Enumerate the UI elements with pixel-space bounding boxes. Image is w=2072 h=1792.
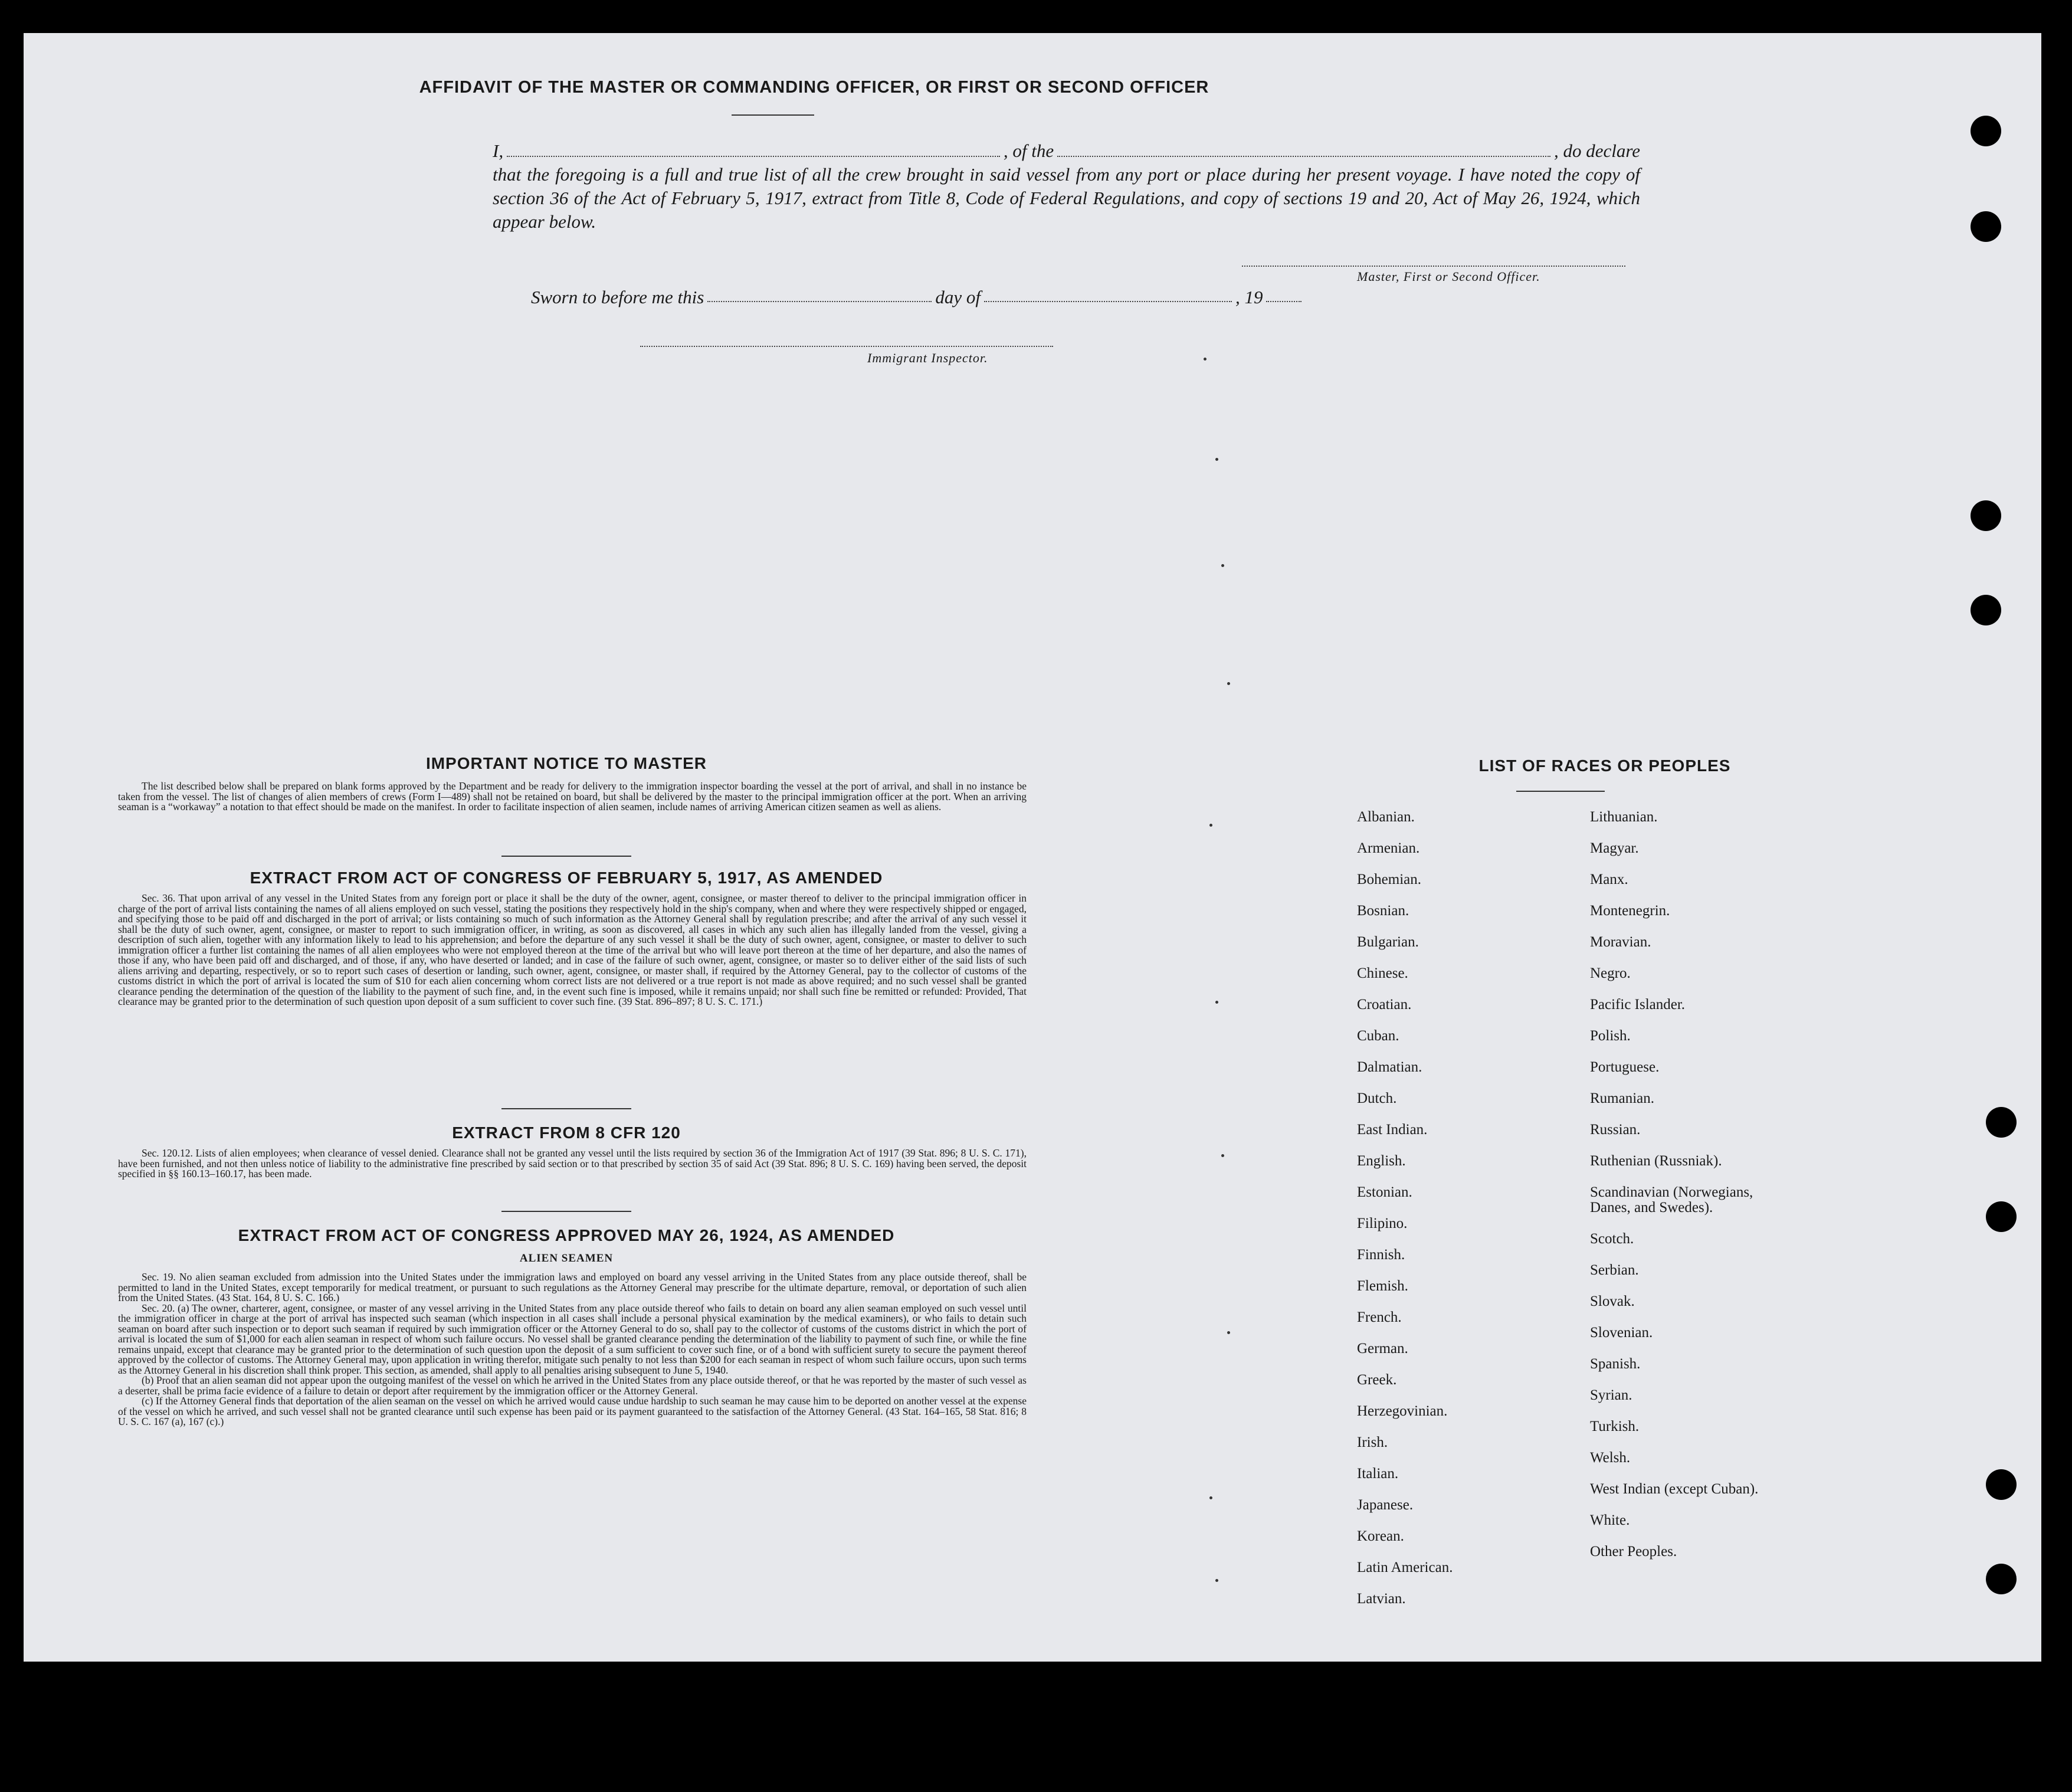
- race-item: Spanish.: [1590, 1356, 1641, 1372]
- affidavit-title: AFFIDAVIT OF THE MASTER OR COMMANDING OFFICER, OR FIRST OR SECOND OFFICER: [419, 78, 1209, 97]
- fold-speck: [1215, 458, 1218, 461]
- name-field[interactable]: [507, 139, 1000, 157]
- of-the-label: , of the: [1003, 140, 1054, 161]
- master-signature-line[interactable]: [1242, 266, 1625, 267]
- fold-speck: [1221, 1154, 1224, 1157]
- race-item: Scandinavian (Norwegians, Danes, and Swedes).: [1590, 1184, 1753, 1216]
- race-item: Montenegrin.: [1590, 903, 1670, 919]
- year-label: , 19: [1235, 287, 1263, 307]
- race-item: Chinese.: [1357, 965, 1408, 981]
- race-item: Other Peoples.: [1590, 1544, 1677, 1560]
- month-field[interactable]: [984, 287, 1232, 302]
- sec19-paragraph: Sec. 19. No alien seaman excluded from admission into the United States under the immigration laws and employed on board any vessel arriving in the United States from any place outside thereof, shall be permitted to land in the United States, except temporarily for medical treatment, or pursuant to such regulations as the Attorney General may prescribe for the ultimate departure, removal, or deportation of such alien from the United States. (43 Stat. 164, 8 U. S. C. 166.): [118, 1271, 1027, 1303]
- race-item: Rumanian.: [1590, 1090, 1655, 1106]
- sec36-paragraph: Sec. 36. That upon arrival of any vessel in the United States from any foreign port or place it shall be the duty of the owner, agent, consignee, or master thereof to deliver to the principal immigration officer in charge of the port of arrival lists containing the names of all aliens employed on such vessel, stating the positions they respectively hold in the ship's company, when and where they were respectively shipped or engaged, and specifying those to be paid off and discharged in the port of arrival; or lists containing so much of such information as the Attorney General shall by regulation prescribe; and after the arrival of any such vessel it shall be the duty of such owner, agent, consignee, or master to report to such immigration officer, in writing, as soon as discovered, all cases in which any such alien has illegally landed from the vessel, giving a description of such alien, together with any information likely to lead to his apprehension; and before the departure of any such vessel it shall be the duty of such owner, agent, consignee, or master to deliver to such immigration officer a further list containing the names of all alien employees who were not employed thereon at the time of the arrival but who will leave port thereon at the time of her departure, and also the names of those if any, who have been paid off and discharged, and of those, if any, who have deserted or landed; and in case of the failure of such owner, agent, consignee, or master so to deliver either of the said lists of such aliens arriving and departing, respectively, or so to report such cases of desertion or landing, such owner, agent, consignee, or master shall, if required by the Attorney General, pay to the collector of customs of the customs district in which the port of arrival is located the sum of $10 for each alien concerning whom correct lists are not delivered or a true report is not made as above required; and no such vessel shall be granted clearance pending the determination of the question of the liability to the payment of such fine, and, in the event such fine is imposed, while it remains unpaid; nor shall such fine be remitted or refunded: Provided, That clearance may be granted prior to the determination of such question upon deposit of a sum sufficient to cover such fine. (39 Stat. 896–897; 8 U. S. C. 171.): [118, 892, 1027, 1007]
- notice-text: [118, 781, 1027, 813]
- race-item: East Indian.: [1357, 1122, 1428, 1138]
- declare-label: , do declare: [1553, 140, 1641, 161]
- race-item: Irish.: [1357, 1434, 1388, 1450]
- sec20c-paragraph: (c) If the Attorney General finds that deportation of the alien seaman on the vessel on which he arrived would cause undue hardship to such seaman he may cause him to be deported on another vessel at the expense of the vessel on which he arrived, and such vessel shall not be granted clearance until such expense has been paid or its payment guaranteed to the satisfaction of the Attorney General. (43 Stat. 164–165, 58 Stat. 816; 8 U. S. C. 167 (a), 167 (c).): [118, 1395, 1027, 1427]
- sworn-label: Sworn to before me this: [531, 287, 704, 307]
- races-rule: [1516, 791, 1605, 792]
- extract-1924-title: EXTRACT FROM ACT OF CONGRESS APPROVED MAY 26, 1924, AS AMENDED: [238, 1226, 895, 1244]
- race-item: Herzegovinian.: [1357, 1403, 1448, 1419]
- race-item: Finnish.: [1357, 1247, 1405, 1263]
- race-item: Syrian.: [1590, 1387, 1632, 1403]
- inspector-signature-line[interactable]: [640, 346, 1053, 347]
- race-item: Russian.: [1590, 1122, 1641, 1138]
- alien-seamen-subtitle: ALIEN SEAMEN: [519, 1252, 614, 1264]
- race-item: Japanese.: [1357, 1497, 1414, 1513]
- race-item: Bosnian.: [1357, 903, 1409, 919]
- fold-speck: [1227, 682, 1230, 685]
- race-item: German.: [1357, 1341, 1408, 1357]
- fold-speck: [1215, 1001, 1218, 1004]
- punch-hole: [1971, 211, 2001, 242]
- race-item: Lithuanian.: [1590, 809, 1658, 825]
- punch-hole: [1971, 595, 2001, 625]
- sworn-line: [531, 287, 1386, 308]
- races-title: LIST OF RACES OR PEOPLES: [1478, 756, 1731, 775]
- punch-hole: [1971, 500, 2001, 531]
- extract-1917-text: [118, 893, 1027, 1007]
- race-item: Manx.: [1590, 872, 1628, 887]
- race-item: Bulgarian.: [1357, 934, 1419, 950]
- affidavit-text: [493, 139, 1640, 234]
- extract-1924-text: [118, 1272, 1027, 1427]
- race-item: Korean.: [1357, 1528, 1404, 1544]
- sec20b-paragraph: (b) Proof that an alien seaman did not appear upon the outgoing manifest of the vessel on which he arrived in the United States from any place outside thereof, or that he was reported by the master of such vessel as a deserter, shall be prima facie evidence of a failure to detain or deport after requirement by the immigration officer or the Attorney General.: [118, 1374, 1027, 1397]
- race-item: Bohemian.: [1357, 872, 1422, 887]
- master-caption: Master, First or Second Officer.: [1357, 269, 1540, 284]
- punch-hole: [1971, 116, 2001, 146]
- notice-paragraph: The list described below shall be prepared on blank forms approved by the Department and be ready for delivery to the immigration inspector boarding the vessel at the port of arrival, and shall in no instance be taken from the vessel. The list of changes of alien members of crews (Form I—489) shall not be retained on board, but shall be delivered by the master to the principal immigration officer at the port. When an arriving seaman is a “workaway” a notation to that effect should be made on the manifest. In order to facilitate inspection of alien seamen, include names of arriving American citizen seamen as well as aliens.: [118, 780, 1027, 813]
- race-item: Albanian.: [1357, 809, 1415, 825]
- sec120-paragraph: Sec. 120.12. Lists of alien employees; when clearance of vessel denied. Clearance shall not be granted any vessel until the lists required by section 36 of the Immigration Act of 1917 (39 Stat. 896; 8 U. S. C. 171), have been furnished, and not then unless notice of liability to the administrative fine prescribed by said section or to that prescribed by section 35 of said Act (39 Stat. 896; 8 U. S. C. 169) having been served, the deposit specified in §§ 160.13–160.17, has been made.: [118, 1147, 1027, 1180]
- section-rule: [501, 1211, 631, 1212]
- race-item: Italian.: [1357, 1466, 1399, 1482]
- fold-speck: [1227, 1331, 1230, 1334]
- fold-speck: [1209, 1496, 1212, 1499]
- extract-cfr-text: [118, 1148, 1027, 1180]
- race-item: French.: [1357, 1309, 1402, 1325]
- notice-title: IMPORTANT NOTICE TO MASTER: [425, 754, 707, 772]
- race-item: Welsh.: [1590, 1450, 1631, 1466]
- race-item: English.: [1357, 1153, 1406, 1169]
- fold-speck: [1221, 564, 1224, 567]
- i-label: I,: [493, 140, 504, 161]
- affidavit-body: that the foregoing is a full and true list of all the crew brought in said vessel from any port or place during her present voyage. I have noted the copy of section 36 of the Act of February 5, 1917, extract from Title 8, Code of Federal Regulations, and copy of sections 19 and 20, Act of May 26, 1924, which appear below.: [493, 164, 1640, 232]
- form-page: [24, 33, 2041, 1662]
- title-rule: [732, 114, 814, 116]
- race-item: Latin American.: [1357, 1560, 1453, 1575]
- race-item: Turkish.: [1590, 1418, 1640, 1434]
- race-item: Serbian.: [1590, 1262, 1639, 1278]
- sec20a-paragraph: Sec. 20. (a) The owner, charterer, agent, consignee, or master of any vessel arriving in the United States from any place outside thereof who fails to detain on board any alien seaman employed on such vessel until the immigration officer in charge at the port of arrival has inspected such seaman (which inspection in all cases shall include a personal physical examination by the medical examiners), or who fails to detain such seaman on board after such inspection or to deport such seaman if required by such immigration officer or the Attorney General to do so, shall pay to the collector of customs of the customs district in which the port of arrival is located the sum of $1,000 for each alien seaman in respect of whom such failure occurs. No vessel shall be granted clearance pending the determination of the liability to payment of such fine, or while the fine remains unpaid, except that clearance may be granted prior to the determination of such question upon the deposit of a sum sufficient to cover such fine, or of a bond with sufficient surety to secure the payment thereof approved by the collector of customs. The Attorney General may, upon application in writing therefor, mitigate such penalty to not less than $200 for each seaman in respect of whom such failure occurs, upon such terms as the Attorney General in his discretion shall think proper. This section, as amended, shall apply to all penalties arising subsequent to June 5, 1940.: [118, 1302, 1027, 1376]
- race-item: Flemish.: [1357, 1278, 1408, 1294]
- race-item: White.: [1590, 1512, 1630, 1528]
- race-item: Dutch.: [1357, 1090, 1397, 1106]
- race-item: Negro.: [1590, 965, 1631, 981]
- fold-speck: [1204, 358, 1207, 361]
- section-rule: [501, 1108, 631, 1109]
- inspector-caption: Immigrant Inspector.: [867, 350, 988, 365]
- section-rule: [501, 856, 631, 857]
- day-of-label: day of: [935, 287, 981, 307]
- race-item: Armenian.: [1357, 840, 1420, 856]
- race-item: Slovak.: [1590, 1293, 1635, 1309]
- race-item: Ruthenian (Russniak).: [1590, 1153, 1722, 1169]
- races-column-2: [1590, 810, 1758, 1575]
- year-field[interactable]: [1266, 287, 1301, 302]
- extract-cfr-title: EXTRACT FROM 8 CFR 120: [452, 1123, 681, 1142]
- fold-speck: [1215, 1579, 1218, 1582]
- race-item: Magyar.: [1590, 840, 1639, 856]
- punch-hole: [1986, 1564, 2017, 1594]
- race-item: Moravian.: [1590, 934, 1651, 950]
- races-column-1: [1357, 810, 1453, 1623]
- race-item: Polish.: [1590, 1028, 1631, 1044]
- race-item: Estonian.: [1357, 1184, 1412, 1200]
- race-item: Scotch.: [1590, 1231, 1634, 1247]
- punch-hole: [1986, 1469, 2017, 1500]
- extract-1917-title: EXTRACT FROM ACT OF CONGRESS OF FEBRUARY 5, 1917, AS AMENDED: [250, 869, 883, 887]
- race-item: Latvian.: [1357, 1591, 1406, 1607]
- race-item: Dalmatian.: [1357, 1059, 1422, 1075]
- fold-speck: [1209, 824, 1212, 827]
- vessel-field[interactable]: [1057, 139, 1550, 157]
- punch-hole: [1986, 1107, 2017, 1138]
- race-item: Portuguese.: [1590, 1059, 1660, 1075]
- declaration-line: [493, 139, 1640, 163]
- race-item: Slovenian.: [1590, 1325, 1653, 1341]
- race-item: Greek.: [1357, 1372, 1397, 1388]
- race-item: West Indian (except Cuban).: [1590, 1481, 1759, 1497]
- punch-hole: [1986, 1201, 2017, 1232]
- race-item: Pacific Islander.: [1590, 997, 1686, 1013]
- race-item: Filipino.: [1357, 1216, 1408, 1231]
- race-item: Croatian.: [1357, 997, 1412, 1013]
- day-field[interactable]: [707, 287, 932, 302]
- race-item: Cuban.: [1357, 1028, 1399, 1044]
